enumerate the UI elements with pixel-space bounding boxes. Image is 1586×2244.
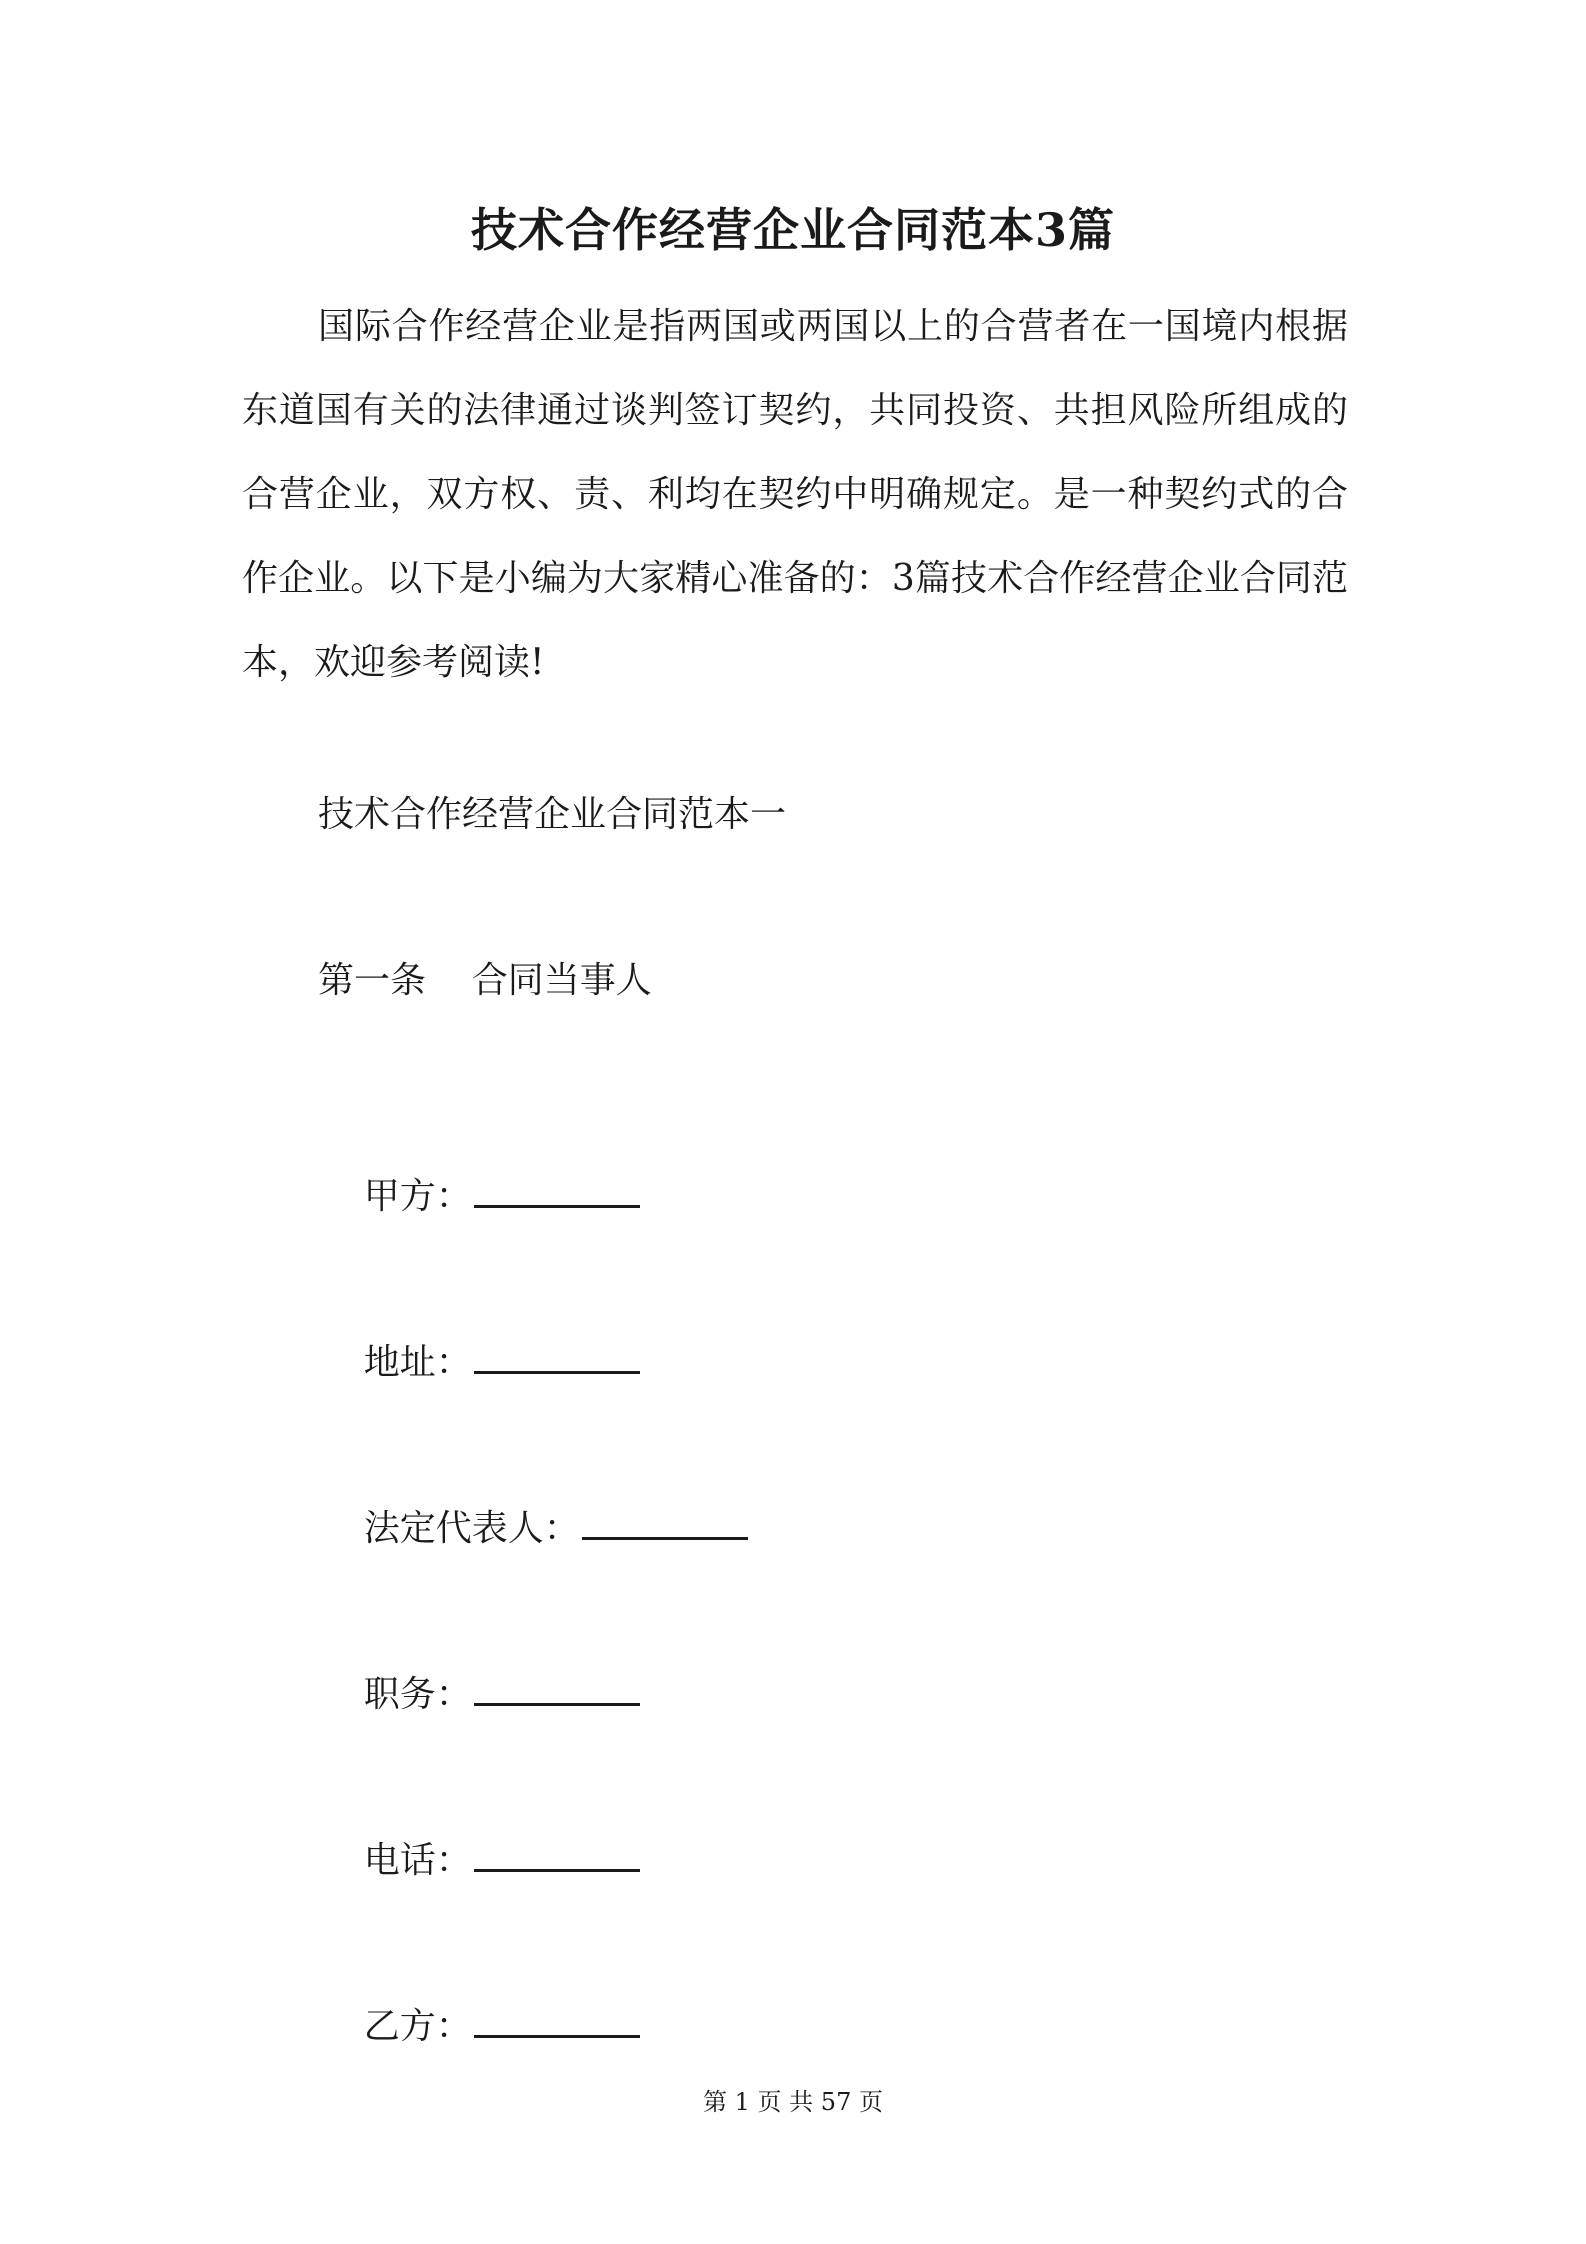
position-label: 职务： xyxy=(363,1674,472,1715)
page-footer: 第 1 页 共 57 页 xyxy=(703,2088,883,2116)
phone-field xyxy=(318,1786,640,1936)
phone-label: 电话： xyxy=(363,1840,472,1881)
party-a-field xyxy=(318,1122,640,1272)
intro-paragraph: 国际合作经营企业是指两国或两国以上的合营者在一国境内根据东道国有关的法律通过谈判签订契约，共同投资、共担风险所组成的合营企业，双方权、责、利均在契约中明确规定。是一种契约式的合作企业。以下是小编为大家精心准备的：3篇技术合作经营企业合同范本，欢迎参考阅读! xyxy=(242,306,1348,683)
position-field xyxy=(318,1620,640,1770)
party-b-blank xyxy=(474,2005,640,2038)
party-a-blank xyxy=(474,1175,640,1208)
article-heading: 第一条 合同当事人 xyxy=(318,960,652,1001)
party-b-field xyxy=(318,1952,640,2102)
address-label: 地址： xyxy=(363,1342,472,1383)
party-b-label: 乙方： xyxy=(363,2006,472,2047)
legal-rep-label: 法定代表人： xyxy=(363,1508,580,1549)
position-blank xyxy=(474,1673,640,1706)
legal-rep-blank xyxy=(582,1507,748,1540)
phone-blank xyxy=(474,1839,640,1872)
section-title: 技术合作经营企业合同范本一 xyxy=(318,794,787,835)
address-blank xyxy=(474,1341,640,1374)
legal-rep-field xyxy=(318,1454,748,1604)
document-title: 技术合作经营企业合同范本3篇 xyxy=(470,203,1115,257)
address-field xyxy=(318,1288,640,1438)
party-a-label: 甲方： xyxy=(363,1176,472,1217)
